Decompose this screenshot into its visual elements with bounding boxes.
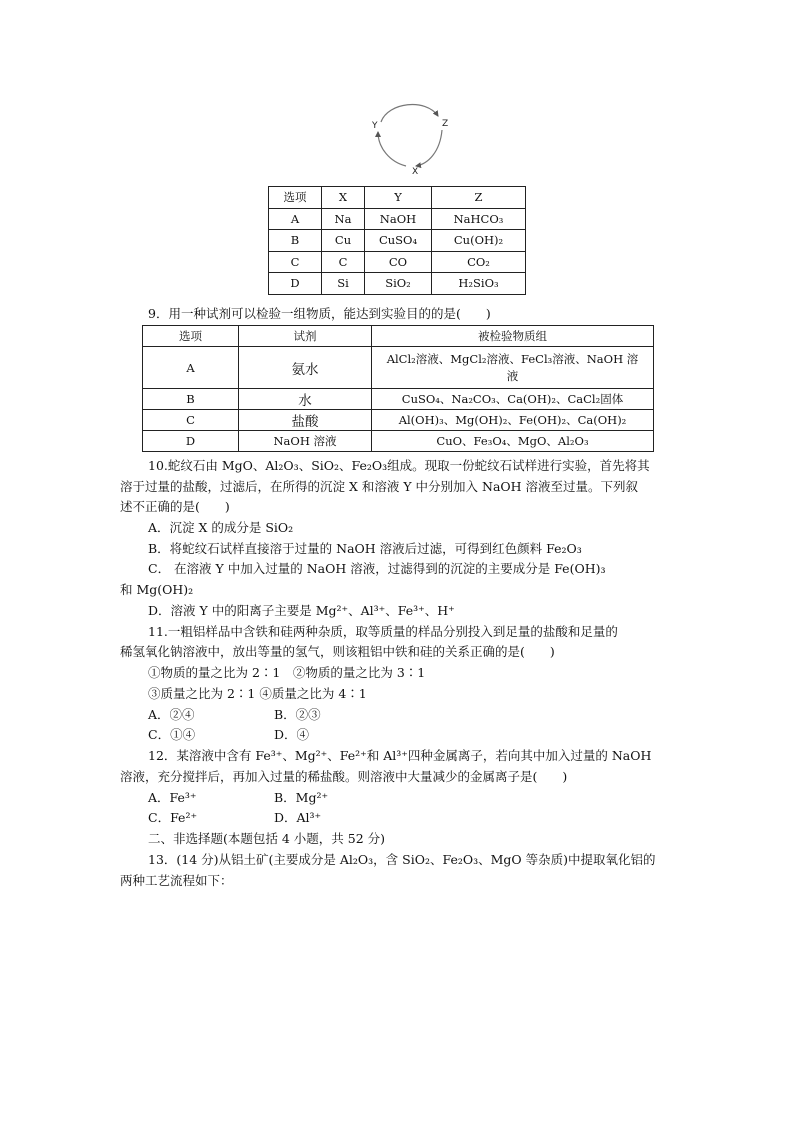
q10-line-3: 述不正确的是( ) — [120, 499, 230, 514]
table-cell: D — [143, 431, 239, 452]
table-header-row — [269, 187, 526, 209]
table-row — [143, 431, 654, 452]
table-header-cell: Y — [365, 187, 432, 209]
table-cell: Si — [322, 273, 365, 295]
table-row — [143, 410, 654, 431]
table-cell: A — [269, 208, 322, 230]
table-cell: Cu(OH)₂ — [432, 230, 526, 252]
q10-option-d: D．溶液 Y 中的阳离子主要是 Mg²⁺、Al³⁺、Fe³⁺、H⁺ — [148, 603, 455, 618]
table-header-cell: 选项 — [143, 326, 239, 347]
table-row — [269, 251, 526, 273]
q10-line-2: 溶于过量的盐酸，过滤后，在所得的沉淀 X 和溶液 Y 中分别加入 NaOH 溶液至过量。下列叙 — [120, 479, 639, 494]
q11-line-2: 稀氢氧化钠溶液中，放出等量的氢气，则该粗铝中铁和硅的关系正确的是( ) — [120, 644, 555, 659]
q10-option-c-line-1: C． 在溶液 Y 中加入过量的 NaOH 溶液，过滤得到的沉淀的主要成分是 Fe(OH)₃ — [148, 561, 606, 576]
table-row — [143, 389, 654, 410]
q9-stem: 9．用一种试剂可以检验一组物质，能达到实验目的的是( ) — [148, 306, 491, 321]
q12-option-c: C．Fe²⁺ — [148, 810, 198, 825]
table-cell: CO — [365, 251, 432, 273]
q10-option-a: A．沉淀 X 的成分是 SiO₂ — [148, 520, 294, 535]
table-cell: C — [143, 410, 239, 431]
q12-option-a: A．Fe³⁺ — [148, 790, 197, 805]
table-row — [269, 273, 526, 295]
table-cell: Na — [322, 208, 365, 230]
cycle-diagram — [366, 96, 456, 176]
table-cell: Al(OH)₃、Mg(OH)₂、Fe(OH)₂、Ca(OH)₂ — [372, 410, 654, 431]
q10-option-c-line-2: 和 Mg(OH)₂ — [120, 582, 194, 597]
table-cell: CuSO₄、Na₂CO₃、Ca(OH)₂、CaCl₂固体 — [372, 389, 654, 410]
table-cell: 水 — [239, 389, 372, 410]
table-cell: 盐酸 — [239, 410, 372, 431]
table-cell: B — [269, 230, 322, 252]
q13-line-2: 两种工艺流程如下： — [120, 873, 233, 888]
table-cell: B — [143, 389, 239, 410]
q10-line-1: 10.蛇纹石由 MgO、Al₂O₃、SiO₂、Fe₂O₃组成。现取一份蛇纹石试样进行实验，首先将其 — [148, 458, 650, 473]
table-cell: H₂SiO₃ — [432, 273, 526, 295]
q11-statement-1: ①物质的量之比为 2∶1 ②物质的量之比为 3∶1 — [148, 665, 426, 680]
table-cell: NaOH 溶液 — [239, 431, 372, 452]
table-cell: 氨水 — [239, 347, 372, 389]
label-z: Z — [442, 119, 449, 129]
table-header-cell: 选项 — [269, 187, 322, 209]
q12-line-2: 溶液，充分搅拌后，再加入过量的稀盐酸。则溶液中大量减少的金属离子是( ) — [120, 769, 568, 784]
table-cell: AlCl₂溶液、MgCl₂溶液、FeCl₃溶液、NaOH 溶液 — [372, 347, 654, 389]
table-cell: CuO、Fe₃O₄、MgO、Al₂O₃ — [372, 431, 654, 452]
table-row — [143, 347, 654, 389]
q11-line-1: 11.一粗铝样品中含铁和硅两种杂质，取等质量的样品分别投入到足量的盐酸和足量的 — [148, 624, 618, 639]
arrow-y-to-z — [381, 105, 438, 122]
table-cell: C — [322, 251, 365, 273]
table-header-cell: 试剂 — [239, 326, 372, 347]
table-cell: D — [269, 273, 322, 295]
label-y: Y — [372, 121, 378, 131]
table-cell: Cu — [322, 230, 365, 252]
q8-options-table — [268, 186, 526, 295]
table-header-cell: X — [322, 187, 365, 209]
table-cell: NaHCO₃ — [432, 208, 526, 230]
table-cell: C — [269, 251, 322, 273]
table-row — [269, 208, 526, 230]
table-cell: SiO₂ — [365, 273, 432, 295]
table-row — [269, 230, 526, 252]
q11-statement-2: ③质量之比为 2∶1 ④质量之比为 4∶1 — [148, 686, 367, 701]
q12-line-1: 12．某溶液中含有 Fe³⁺、Mg²⁺、Fe²⁺和 Al³⁺四种金属离子，若向其中加入过量的 NaOH — [148, 748, 652, 763]
table-header-row — [143, 326, 654, 347]
q11-option-b: B．②③ — [274, 707, 321, 722]
q12-option-d: D．Al³⁺ — [274, 810, 322, 825]
q11-option-c: C．①④ — [148, 727, 196, 742]
section-heading: 二、非选择题(本题包括 4 小题，共 52 分) — [148, 831, 386, 846]
table-cell: CuSO₄ — [365, 230, 432, 252]
q10-option-b: B．将蛇纹石试样直接溶于过量的 NaOH 溶液后过滤，可得到红色颜料 Fe₂O₃ — [148, 541, 582, 556]
q11-option-d: D．④ — [274, 727, 310, 742]
arrow-x-to-y — [378, 132, 406, 166]
table-header-cell: 被检验物质组 — [372, 326, 654, 347]
q9-options-table — [142, 325, 654, 452]
arrow-z-to-x — [416, 130, 442, 166]
table-cell: A — [143, 347, 239, 389]
label-x: X — [412, 167, 419, 176]
table-cell: NaOH — [365, 208, 432, 230]
q13-line-1: 13．(14 分)从铝土矿(主要成分是 Al₂O₃，含 SiO₂、Fe₂O₃、MgO 等杂质)中提取氧化铝的 — [148, 852, 656, 867]
table-cell: CO₂ — [432, 251, 526, 273]
table-header-cell: Z — [432, 187, 526, 209]
q11-option-a: A．②④ — [148, 707, 195, 722]
q12-option-b: B．Mg²⁺ — [274, 790, 329, 805]
